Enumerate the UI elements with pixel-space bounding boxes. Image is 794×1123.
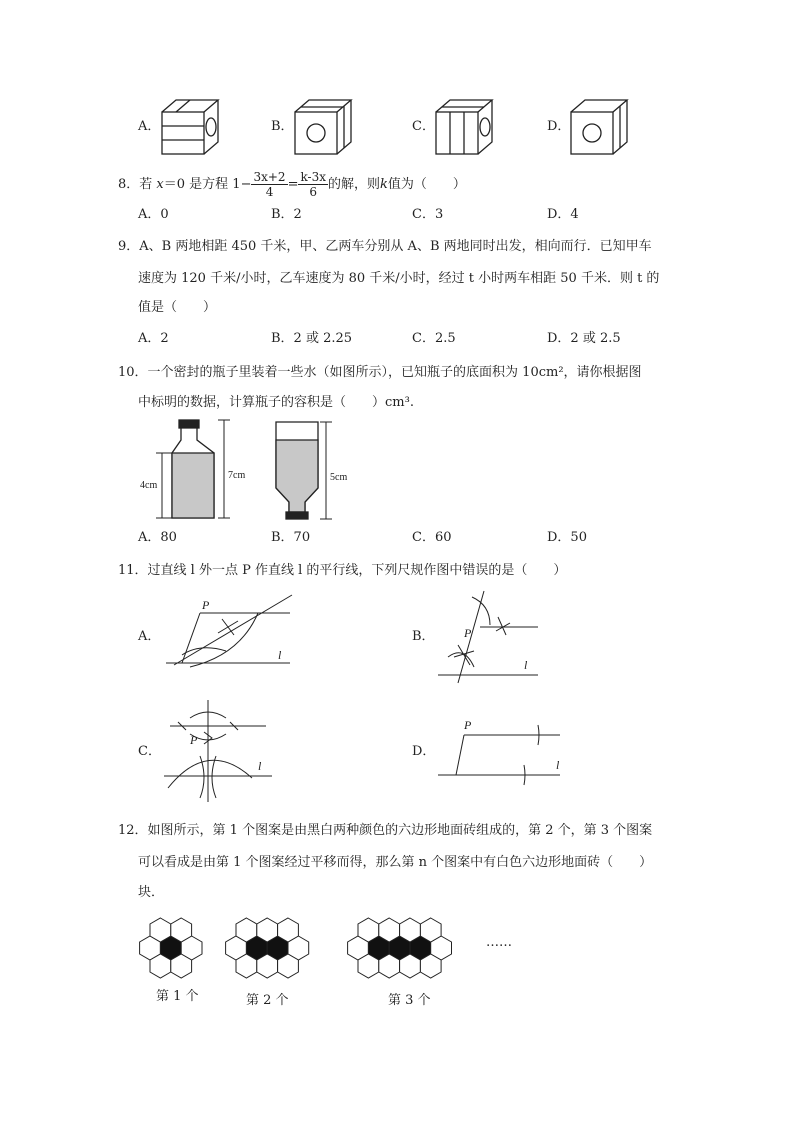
q8-stem bbox=[118, 170, 466, 199]
q10-line-2: 中标明的数据，计算瓶子的容积是（ ）cm³. bbox=[138, 395, 414, 410]
label-4cm: 4cm bbox=[140, 480, 158, 491]
q12-ellipsis: …… bbox=[486, 935, 512, 950]
q10-bottle-figure bbox=[136, 418, 356, 524]
q8-option-c[interactable]: C．3 bbox=[412, 207, 444, 222]
q7-option-b-label[interactable]: B． bbox=[271, 119, 294, 134]
label-l-c: l bbox=[258, 759, 262, 773]
label-p-a: P bbox=[202, 598, 210, 612]
q11-option-b-label[interactable]: B． bbox=[412, 629, 435, 644]
q11-option-d-label[interactable]: D． bbox=[412, 744, 436, 759]
q7-option-c-cube bbox=[434, 98, 494, 158]
q12-label-3: 第 3 个 bbox=[388, 993, 431, 1008]
q7-option-a-label[interactable]: A． bbox=[138, 119, 161, 134]
q8-number: 8． bbox=[118, 177, 140, 192]
q10-option-a[interactable]: A．80 bbox=[138, 530, 177, 545]
label-l-d: l bbox=[556, 758, 560, 772]
q7-option-c-label[interactable]: C． bbox=[412, 119, 435, 134]
q9-option-d[interactable]: D．2 或 2.5 bbox=[547, 331, 621, 346]
q10-option-d[interactable]: D．50 bbox=[547, 530, 587, 545]
bottle-upright bbox=[172, 420, 214, 518]
q7-option-d-cube bbox=[569, 98, 629, 158]
q11-option-a-label[interactable]: A． bbox=[138, 629, 161, 644]
q11-option-d-construction bbox=[434, 713, 574, 783]
label-p-d: P bbox=[464, 718, 472, 732]
q11-option-b-construction bbox=[434, 587, 544, 683]
q8-eq-zero: ＝0 是方程 1− bbox=[163, 177, 252, 192]
q7-option-d-label[interactable]: D． bbox=[547, 119, 571, 134]
q8-post: 的解，则 bbox=[328, 177, 381, 192]
q12-line-3: 块． bbox=[138, 885, 165, 900]
q8-frac2-denominator: 6 bbox=[309, 185, 318, 199]
q9-option-b[interactable]: B．2 或 2.25 bbox=[271, 331, 353, 346]
q8-var-x: x bbox=[156, 177, 164, 192]
label-5cm: 5cm bbox=[330, 472, 348, 483]
q9-line-2: 速度为 120 千米/小时，乙车速度为 80 千米/小时，经过 t 小时两车相距 50 千米．则 t 的 bbox=[138, 271, 660, 286]
q10-option-b[interactable]: B．70 bbox=[271, 530, 311, 545]
q11-line-1: 11．过直线 l 外一点 P 作直线 l 的平行线，下列尺规作图中错误的是（ ） bbox=[118, 563, 567, 578]
label-p-b: P bbox=[464, 626, 472, 640]
q12-label-1: 第 1 个 bbox=[156, 989, 199, 1004]
q8-option-d[interactable]: D．4 bbox=[547, 207, 579, 222]
bottle-inverted bbox=[276, 422, 318, 519]
q9-option-c[interactable]: C．2.5 bbox=[412, 331, 456, 346]
label-p-c: P bbox=[190, 733, 198, 747]
q10-line-1: 10．一个密封的瓶子里装着一些水（如图所示），已知瓶子的底面积为 10cm²，请你根据图 bbox=[118, 365, 642, 380]
q10-option-c[interactable]: C．60 bbox=[412, 530, 452, 545]
q8-option-b[interactable]: B．2 bbox=[271, 207, 302, 222]
q9-line-3: 值是（ ） bbox=[138, 300, 217, 315]
q8-frac1-denominator: 4 bbox=[265, 185, 274, 199]
q8-option-a[interactable]: A．0 bbox=[138, 207, 169, 222]
label-l-a: l bbox=[278, 648, 282, 662]
label-7cm: 7cm bbox=[228, 470, 246, 481]
q9-option-a[interactable]: A．2 bbox=[138, 331, 169, 346]
q8-frac2-numerator: k-3x bbox=[300, 170, 326, 184]
q12-label-2: 第 2 个 bbox=[246, 993, 289, 1008]
q8-pre: 若 bbox=[139, 177, 157, 192]
q11-option-c-label[interactable]: C． bbox=[138, 744, 161, 759]
q9-line-1: 9．A、B 两地相距 450 千米，甲、乙两车分别从 A、B 两地同时出发，相向而行．已知甲车 bbox=[118, 239, 652, 254]
q11-option-a-construction bbox=[160, 593, 300, 675]
q8-var-k: k bbox=[380, 177, 388, 192]
q8-tail: 值为（ ） bbox=[387, 177, 466, 192]
label-l-b: l bbox=[524, 658, 528, 672]
q11-option-c-construction bbox=[160, 698, 280, 802]
q8-fraction-1 bbox=[251, 170, 287, 199]
q7-option-a-cube bbox=[160, 98, 220, 158]
q12-line-1: 12．如图所示，第 1 个图案是由黑白两种颜色的六边形地面砖组成的，第 2 个，第 3 个图案 bbox=[118, 823, 653, 838]
q8-frac1-numerator: 3x+2 bbox=[253, 170, 286, 184]
q7-option-b-cube bbox=[293, 98, 353, 158]
q8-fraction-2 bbox=[298, 170, 328, 199]
q8-equals: = bbox=[287, 177, 299, 192]
q12-line-2: 可以看成是由第 1 个图案经过平移而得，那么第 n 个图案中有白色六边形地面砖（ ） bbox=[138, 855, 653, 870]
